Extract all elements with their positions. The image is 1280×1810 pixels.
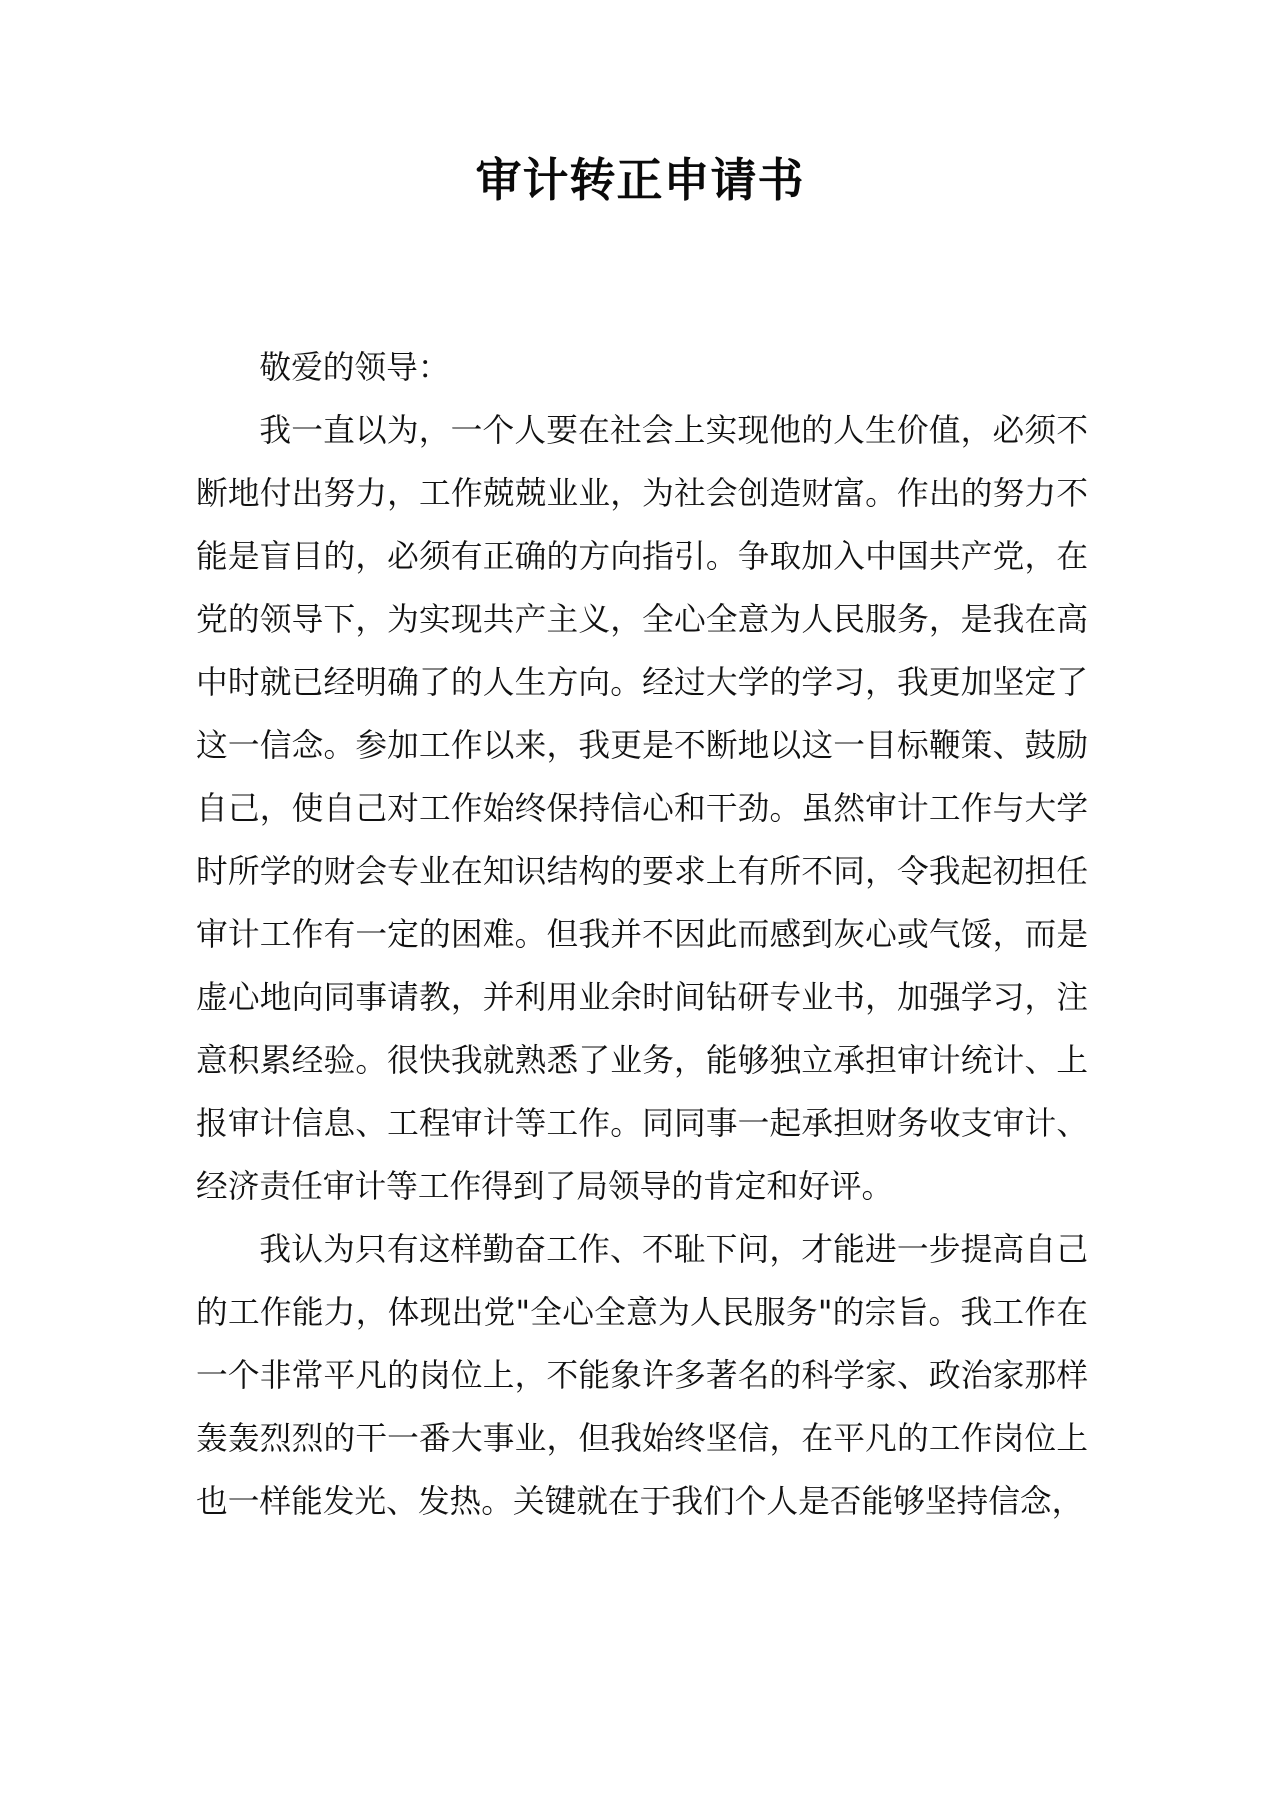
paragraph-1: 我一直以为，一个人要在社会上实现他的人生价值，必须不断地付出努力，工作兢兢业业，为社会创造财富。作出的努力不能是盲目的，必须有正确的方向指引。争取加入中国共产党，在党的领导下，为实现共产主义，全心全意为人民服务，是我在高中时就已经明确了的人生方向。经过大学的学习，我更加坚定了这一信念。参加工作以来，我更是不断地以这一目标鞭策、鼓励自己，使自己对工作始终保持信心和干劲。虽然审计工作与大学时所学的财会专业在知识结构的要求上有所不同，令我起初担任审计工作有一定的困难。但我并不因此而感到灰心或气馁，而是虚心地向同事请教，并利用业余时间钻研专业书，加强学习，注意积累经验。很快我就熟悉了业务，能够独立承担审计统计、上报审计信息、工程审计等工作。同同事一起承担财务收支审计、经济责任审计等工作得到了局领导的肯定和好评。 [196,413,1088,1205]
document-title: 审计转正申请书 [475,153,805,207]
document-body [196,337,1088,1534]
salutation: 敬爱的领导： [259,350,450,386]
paragraph-2: 我认为只有这样勤奋工作、不耻下问，才能进一步提高自己的工作能力，体现出党"全心全意为人民服务"的宗旨。我工作在一个非常平凡的岗位上，不能象许多著名的科学家、政治家那样轰轰烈烈的干一番大事业，但我始终坚信，在平凡的工作岗位上也一样能发光、发热。关键就在于我们个人是否能够坚持信念， [196,1232,1088,1520]
